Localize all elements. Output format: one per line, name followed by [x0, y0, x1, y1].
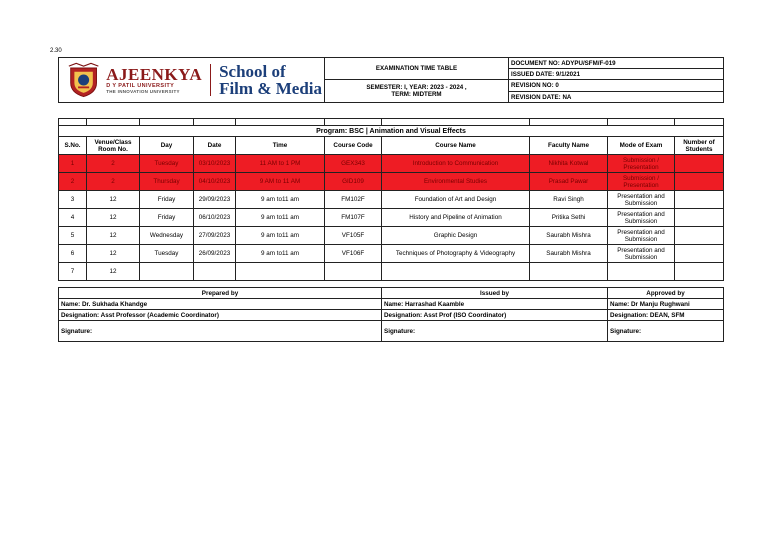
- cell-day: Thursday: [140, 173, 194, 191]
- cell-course: Graphic Design: [382, 227, 530, 245]
- table-row: [59, 245, 724, 263]
- table-row: [59, 263, 724, 281]
- university-tagline: THE INNOVATION UNIVERSITY: [106, 88, 180, 94]
- exam-title: EXAMINATION TIME TABLE: [325, 58, 509, 80]
- cell-sno: 2: [59, 173, 87, 191]
- table-row: [59, 191, 724, 209]
- cell-mode: Presentation and Submission: [608, 245, 675, 263]
- issued-by-heading: Issued by: [382, 288, 608, 299]
- cell-code: VF106F: [325, 245, 382, 263]
- approved-by-heading: Approved by: [608, 288, 724, 299]
- prepared-by-heading: Prepared by: [59, 288, 382, 299]
- cell-sno: 6: [59, 245, 87, 263]
- approved-by-signature: Signature:: [608, 321, 724, 342]
- cell-sno: 5: [59, 227, 87, 245]
- cell-room: 12: [87, 227, 140, 245]
- cell-course: [382, 263, 530, 281]
- cell-mode: Presentation and Submission: [608, 227, 675, 245]
- cell-students: [675, 155, 724, 173]
- cell-day: [140, 263, 194, 281]
- term-line: TERM: MIDTERM: [391, 91, 442, 98]
- cell-mode: Submission / Presentation: [608, 155, 675, 173]
- cell-date: 06/10/2023: [194, 209, 236, 227]
- cell-code: [325, 263, 382, 281]
- cell-mode: [608, 263, 675, 281]
- cell-room: 12: [87, 245, 140, 263]
- column-header: S.No.: [59, 137, 87, 155]
- cell-time: 9 AM to 11 AM: [236, 173, 325, 191]
- column-header-row: [59, 137, 724, 155]
- cell-day: Friday: [140, 191, 194, 209]
- cell-room: 12: [87, 209, 140, 227]
- cell-faculty: Nikhita Kotwal: [530, 155, 608, 173]
- approved-by-designation: Designation: DEAN, SFM: [608, 310, 724, 321]
- cell-room: 2: [87, 155, 140, 173]
- cell-faculty: Pritika Sethi: [530, 209, 608, 227]
- cell-date: 26/09/2023: [194, 245, 236, 263]
- issued-by-name: Name: Harrashad Kaamble: [382, 299, 608, 310]
- cell-time: 9 am to11 am: [236, 209, 325, 227]
- cell-time: 9 am to11 am: [236, 227, 325, 245]
- cell-code: FM107F: [325, 209, 382, 227]
- cell-faculty: Ravi Singh: [530, 191, 608, 209]
- prepared-by-name: Name: Dr. Sukhada Khandge: [59, 299, 382, 310]
- cell-code: FM102F: [325, 191, 382, 209]
- school-name-line1: School of: [219, 62, 286, 81]
- cell-course: History and Pipeline of Animation: [382, 209, 530, 227]
- university-seal-icon: [67, 61, 100, 99]
- semester-line: SEMESTER: I, YEAR: 2023 - 2024 ,: [366, 84, 467, 91]
- program-title: Program: BSC | Animation and Visual Effects: [59, 126, 724, 137]
- revision-number: REVISION NO: 0: [509, 80, 724, 92]
- university-name: AJEENKYA: [106, 64, 203, 84]
- cell-code: GEX343: [325, 155, 382, 173]
- logo-cell: [59, 58, 325, 103]
- column-header: Number of Students: [675, 137, 724, 155]
- approved-by-name: Name: Dr Manju Rughwani: [608, 299, 724, 310]
- cell-date: [194, 263, 236, 281]
- cell-mode: Presentation and Submission: [608, 191, 675, 209]
- cell-students: [675, 173, 724, 191]
- cell-date: 03/10/2023: [194, 155, 236, 173]
- logo-divider: [210, 64, 211, 96]
- issued-date: ISSUED DATE: 9/1/2021: [509, 69, 724, 80]
- cell-room: 12: [87, 263, 140, 281]
- cell-faculty: Prasad Pawar: [530, 173, 608, 191]
- cell-students: [675, 263, 724, 281]
- revision-date: REVISION DATE: NA: [509, 92, 724, 103]
- issued-by-designation: Designation: Asst Prof (ISO Coordinator): [382, 310, 608, 321]
- cell-time: [236, 263, 325, 281]
- approval-footer: [58, 287, 724, 342]
- column-header: Time: [236, 137, 325, 155]
- cell-day: Friday: [140, 209, 194, 227]
- cell-date: 29/09/2023: [194, 191, 236, 209]
- page-number: 2.30: [50, 48, 62, 54]
- cell-students: [675, 245, 724, 263]
- cell-mode: Presentation and Submission: [608, 209, 675, 227]
- table-row: [59, 155, 724, 173]
- cell-sno: 4: [59, 209, 87, 227]
- document-header: [58, 57, 724, 103]
- cell-date: 04/10/2023: [194, 173, 236, 191]
- cell-room: 2: [87, 173, 140, 191]
- column-header: Date: [194, 137, 236, 155]
- cell-day: Wednesday: [140, 227, 194, 245]
- cell-time: 9 am to11 am: [236, 245, 325, 263]
- cell-course: Environmental Studies: [382, 173, 530, 191]
- school-name-line2: Film & Media: [219, 79, 322, 98]
- column-header: Venue/Class Room No.: [87, 137, 140, 155]
- cell-room: 12: [87, 191, 140, 209]
- column-header: Faculty Name: [530, 137, 608, 155]
- university-subtitle: D Y PATIL UNIVERSITY: [106, 82, 175, 89]
- cell-sno: 1: [59, 155, 87, 173]
- cell-code: VF105F: [325, 227, 382, 245]
- cell-mode: Submission / Presentation: [608, 173, 675, 191]
- issued-by-signature: Signature:: [382, 321, 608, 342]
- column-header: Course Code: [325, 137, 382, 155]
- cell-day: Tuesday: [140, 245, 194, 263]
- cell-students: [675, 191, 724, 209]
- table-row: [59, 227, 724, 245]
- prepared-by-signature: Signature:: [59, 321, 382, 342]
- cell-faculty: Saurabh Mishra: [530, 227, 608, 245]
- cell-course: Introduction to Communication: [382, 155, 530, 173]
- cell-course: Techniques of Photography & Videography: [382, 245, 530, 263]
- cell-date: 27/09/2023: [194, 227, 236, 245]
- table-row: [59, 173, 724, 191]
- semester-info: [325, 80, 509, 103]
- column-header: Day: [140, 137, 194, 155]
- exam-timetable: [58, 118, 724, 281]
- cell-time: 11 AM to 1 PM: [236, 155, 325, 173]
- cell-students: [675, 209, 724, 227]
- cell-day: Tuesday: [140, 155, 194, 173]
- cell-time: 9 am to11 am: [236, 191, 325, 209]
- table-row: [59, 209, 724, 227]
- cell-sno: 3: [59, 191, 87, 209]
- document-number: DOCUMENT NO: ADYPU/SFM/F-019: [509, 58, 724, 69]
- prepared-by-designation: Designation: Asst Professor (Academic Coordinator): [59, 310, 382, 321]
- cell-students: [675, 227, 724, 245]
- cell-faculty: Saurabh Mishra: [530, 245, 608, 263]
- cell-sno: 7: [59, 263, 87, 281]
- cell-code: GID109: [325, 173, 382, 191]
- cell-faculty: [530, 263, 608, 281]
- cell-course: Foundation of Art and Design: [382, 191, 530, 209]
- column-header: Mode of Exam: [608, 137, 675, 155]
- column-header: Course Name: [382, 137, 530, 155]
